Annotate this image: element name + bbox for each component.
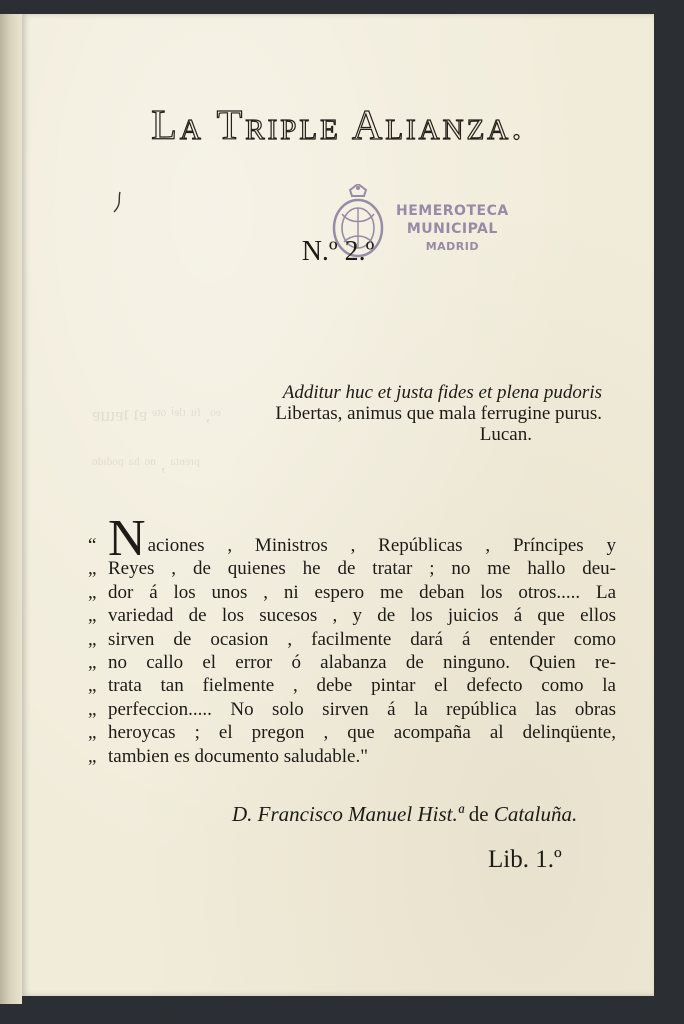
pen-mark-icon: [110, 190, 124, 214]
book-gutter: [0, 14, 22, 1004]
epigraph-line: Additur huc et justa fides et plena pudoris: [282, 382, 602, 403]
stamp-line: MADRID: [425, 240, 479, 253]
document-page: [22, 14, 654, 996]
stamp-line: HEMEROTECA: [396, 203, 509, 219]
signature-place: Cataluña.: [493, 802, 578, 826]
passage-line: „ heroycas ; el pregon , que acompaña al delinqüente,: [88, 722, 616, 744]
signature: [232, 802, 577, 827]
passage-line: „ dor á los unos , ni espero me deban los otros..... La: [88, 581, 616, 603]
passage-line: „ trata tan fielmente , debe pintar el defecto como la: [88, 675, 616, 697]
quoted-passage: [88, 510, 616, 768]
passage-line: „ perfeccion..... No solo sirven á la república las obras: [88, 698, 616, 720]
passage-line: „ tambien es documento saludable.": [88, 745, 368, 767]
signature-author: D. Francisco Manuel Hist.ª: [232, 802, 464, 826]
epigraph: [202, 382, 602, 445]
stamp-line: MUNICIPAL: [406, 221, 498, 237]
book-reference: Lib. 1.º: [488, 846, 562, 873]
epigraph-source: Lucan.: [479, 424, 532, 445]
signature-connector: de: [468, 802, 489, 826]
passage-line: „ variedad de los sucesos , y de los juicios á que ellos: [88, 605, 616, 627]
passage-line: „ Reyes , de quienes he de tratar ; no me hallo deu-: [88, 558, 616, 580]
page-title: La Triple Alianza.: [151, 103, 525, 149]
drop-cap: N: [108, 510, 146, 567]
epigraph-line: Libertas, animus que mala ferrugine purus.: [275, 403, 602, 424]
bleed-through-text: ᵖʳᵉⁿᵗᵃ , ⁿᵒ ʰᵃ ᵖᵒᵈᶦᵈᵒ: [92, 454, 201, 475]
passage-line: „ sirven de ocasion , facilmente dará á entender como: [88, 628, 616, 650]
issue-number: N.º 2.º: [301, 236, 375, 267]
bleed-through-text: ᵉᵒ, ᶠᵘ ᵗˡᵉⁱ ᵒᵗᵉ ɐʇ ʇɐɯɐ: [92, 405, 221, 426]
passage-line: “ N aciones , Ministros , Repúblicas , Príncipes y: [88, 510, 616, 567]
passage-line: „ no callo el error ó alabanza de ninguno. Quien re-: [88, 652, 616, 674]
